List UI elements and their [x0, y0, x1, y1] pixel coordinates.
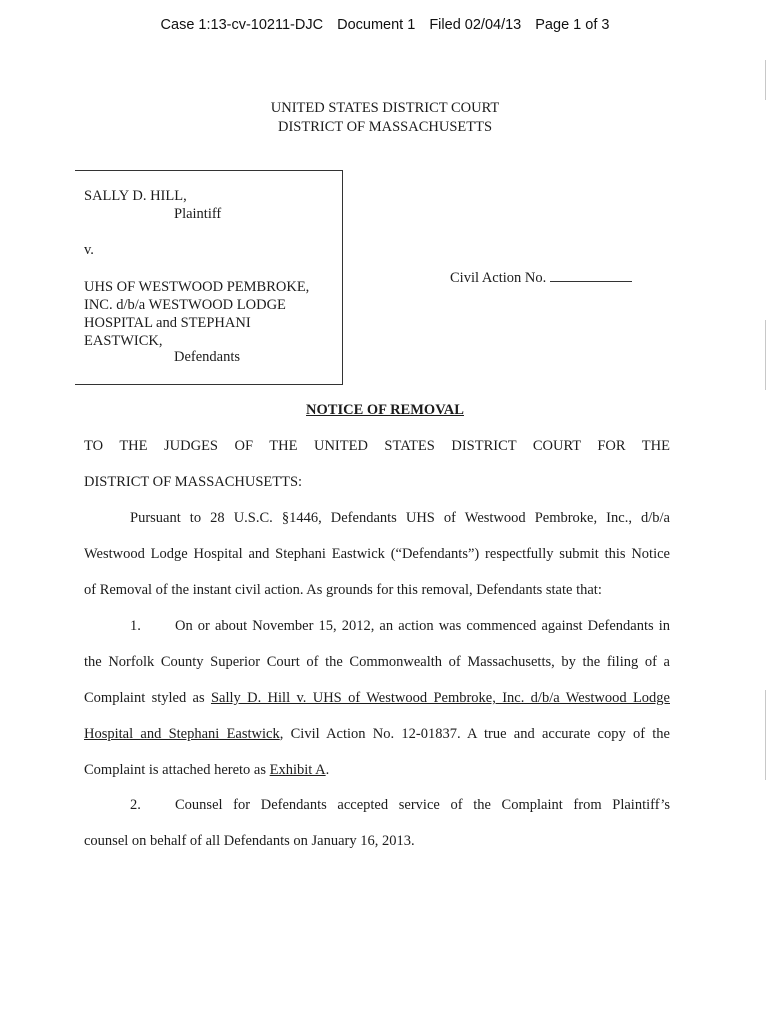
case-citation: Hospital and Stephani Eastwick [84, 726, 280, 742]
document-number: Document 1 [337, 17, 416, 33]
paragraph-number: 2. [130, 797, 141, 813]
scan-margin-line [765, 690, 766, 780]
civil-action-blank [550, 268, 632, 282]
paragraph-line: On or about November 15, 2012, an action was commenced against Defendants in [175, 618, 670, 634]
intro-line: Westwood Lodge Hospital and Stephani Eastwick (“Defendants”) respectfully submit this Notice [84, 546, 670, 562]
intro-line: Pursuant to 28 U.S.C. §1446, Defendants UHS of Westwood Pembroke, Inc., d/b/a [130, 510, 670, 526]
defendants-label: Defendants [174, 349, 241, 365]
text-span: Complaint styled as [84, 690, 211, 706]
ecf-header [0, 17, 770, 33]
court-heading [0, 99, 770, 137]
paragraph-line [84, 762, 670, 779]
plaintiff-name: SALLY D. HILL, [84, 188, 187, 204]
paragraph-line: Counsel for Defendants accepted service of the Complaint from Plaintiff’s [175, 797, 670, 813]
scan-margin-line [765, 320, 766, 390]
page-indicator: Page 1 of 3 [535, 17, 610, 33]
paragraph-line [84, 690, 670, 707]
paragraph-number: 1. [130, 618, 141, 634]
court-name: UNITED STATES DISTRICT COURT [270, 100, 500, 116]
scan-margin-line [765, 60, 766, 100]
paragraph-line [84, 726, 670, 743]
defendants-line: HOSPITAL and STEPHANI [84, 315, 251, 331]
defendants-line: INC. d/b/a WESTWOOD LODGE [84, 297, 286, 313]
defendants-line: EASTWICK, [84, 333, 163, 349]
address-line: DISTRICT OF MASSACHUSETTS: [84, 474, 303, 490]
case-citation: Sally D. Hill v. UHS of Westwood Pembroke, Inc. d/b/a Westwood Lodge [210, 690, 670, 706]
text-span: , Civil Action No. 12-01837. A true and accurate copy of the [279, 726, 670, 742]
paragraph-line: counsel on behalf of all Defendants on January 16, 2013. [84, 833, 415, 849]
paragraph-line: the Norfolk County Superior Court of the Commonwealth of Massachusetts, by the filing of a [84, 654, 670, 670]
exhibit-reference: Exhibit A [269, 762, 326, 778]
case-number: Case 1:13-cv-10211-DJC [160, 17, 324, 33]
document-title: NOTICE OF REMOVAL [306, 402, 464, 418]
filed-date: Filed 02/04/13 [429, 17, 522, 33]
versus: v. [84, 242, 94, 258]
address-line: TO THE JUDGES OF THE UNITED STATES DISTRICT COURT FOR THE [84, 438, 670, 454]
text-span: Complaint is attached hereto as [84, 762, 270, 778]
court-district: DISTRICT OF MASSACHUSETTS [277, 119, 493, 135]
defendants-line: UHS OF WESTWOOD PEMBROKE, [84, 279, 310, 295]
intro-line: of Removal of the instant civil action. As grounds for this removal, Defendants state that: [84, 582, 602, 598]
text-span: . [325, 762, 330, 778]
civil-action-field [450, 268, 632, 287]
plaintiff-label: Plaintiff [174, 206, 222, 222]
civil-action-label: Civil Action No. [450, 270, 547, 286]
